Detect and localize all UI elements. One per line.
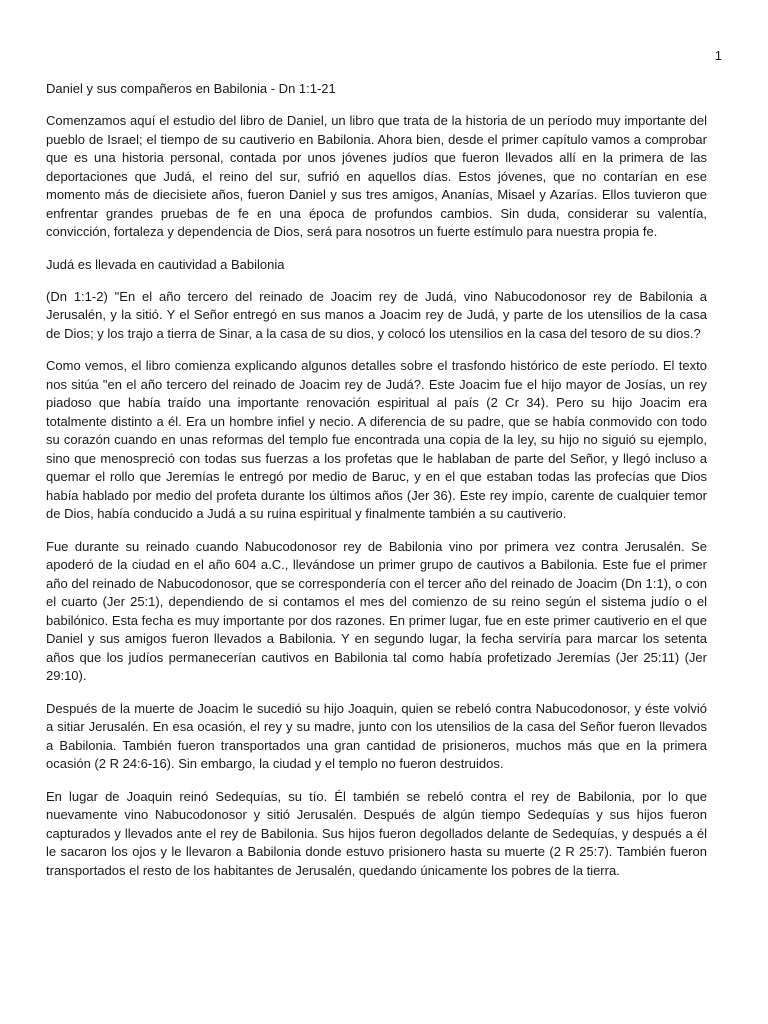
intro-paragraph: Comenzamos aquí el estudio del libro de Daniel, un libro que trata de la historia de un período muy importante del pueblo de Israel; el tiempo de su cautiverio en Babilonia. Ahora bien, desde el primer capítulo vamos a comprobar que es una historia personal, contada por unos jóvenes judíos que fueron llevados allí en la primera de las deportaciones que Judá, el reino del sur, sufrió en aquellos días. Estos jóvenes, que no contarían en ese momento más de diecisiete años, fueron Daniel y sus tres amigos, Ananías, Misael y Azarías. Ellos tuvieron que enfrentar grandes pruebas de fe en una época de profundos cambios. Sin duda, considerar su valentía, convicción, fortaleza y dependencia de Dios, será para nosotros un fuerte estímulo para nuestra propia fe.: [46, 113, 707, 239]
paragraph-nabucodonosor: Fue durante su reinado cuando Nabucodonosor rey de Babilonia vino por primera vez contra Jerusalén. Se apoderó de la ciudad en el año 604 a.C., llevándose un primer grupo de cautivos a Babilonia. Este fue el primer año del reinado de Nabucodonosor, que se correspondería con el tercer año del reinado de Joacim (Dn 1:1), o con el cuarto (Jer 25:1), dependiendo de si contamos el mes del comienzo de su reino según el sistema judío o el babilónico. Esta fecha es muy importante por dos razones. En primer lugar, fue en este primer cautiverio en el que Daniel y sus amigos fueron llevados a Babilonia. Y en segundo lugar, la fecha serviría para marcar los setenta años que los judíos permanecerían cautivos en Babilonia tal como había profetizado Jeremías (Jer 25:11) (Jer 29:10).: [46, 538, 707, 683]
document-title: Daniel y sus compañeros en Babilonia - Dn 1:1-21: [46, 81, 336, 96]
document-body: [46, 80, 707, 894]
paragraph-joacim: Como vemos, el libro comienza explicando algunos detalles sobre el trasfondo histórico de este período. El texto nos sitúa "en el año tercero del reinado de Joacim rey de Judá?. Este Joacim fue el hijo mayor de Josías, un rey piadoso que había traído una importante renovación espiritual al país (2 Cr 34). Pero su hijo Joacim era totalmente distinto a él. Era un hombre infiel y necio. A diferencia de su padre, que se había conmovido con todo su corazón cuando en unas reformas del templo fue encontrada una copia de la ley, su hijo no siguió su ejemplo, sino que menospreció con todas sus fuerzas a los profetas que le hablaban de parte del Señor, y llegó incluso a quemar el rollo que Jeremías le entregó por medio de Baruc, y en el que estaban todas las profecías que Dios había hablado por medio del profeta durante los últimos años (Jer 36). Este rey impío, carente de cualquier temor de Dios, había conducido a Judá a su ruina espiritual y finalmente también a su cautiverio.: [46, 358, 707, 521]
page-number: 1: [714, 48, 722, 63]
paragraph-sedequias: En lugar de Joaquin reinó Sedequías, su tío. Él también se rebeló contra el rey de Babilonia, por lo que nuevamente vino Nabucodonosor y sitió Jerusalén. Después de algún tiempo Sedequías y sus hijos fueron capturados y llevados ante el rey de Babilonia. Sus hijos fueron degollados delante de Sedequías, y después a él le sacaron los ojos y le llevaron a Babilonia donde estuvo prisionero hasta su muerte (2 R 25:7). También fueron transportados el resto de los habitantes de Jerusalén, quedando únicamente los pobres de la tierra.: [46, 788, 707, 878]
paragraph-scripture-quote: (Dn 1:1-2) "En el año tercero del reinado de Joacim rey de Judá, vino Nabucodonosor rey de Babilonia a Jerusalén, y la sitió. Y el Señor entregó en sus manos a Joacim rey de Judá, y parte de los utensilios de la casa de Dios; y los trajo a tierra de Sinar, a la casa de su dios, y colocó los utensilios en la casa del tesoro de su dios.?: [46, 288, 707, 341]
section-heading: Judá es llevada en cautividad a Babilonia: [46, 256, 285, 272]
paragraph-joaquin: Después de la muerte de Joacim le sucedió su hijo Joaquin, quien se rebeló contra Nabucodonosor, y éste volvió a sitiar Jerusalén. En esa ocasión, el rey y su madre, junto con los utensilios de la casa del Señor fueron llevados a Babilonia. También fueron transportados una gran cantidad de prisioneros, muchos más que en la primera ocasión (2 R 24:6-16). Sin embargo, la ciudad y el templo no fueron destruidos.: [46, 700, 707, 771]
